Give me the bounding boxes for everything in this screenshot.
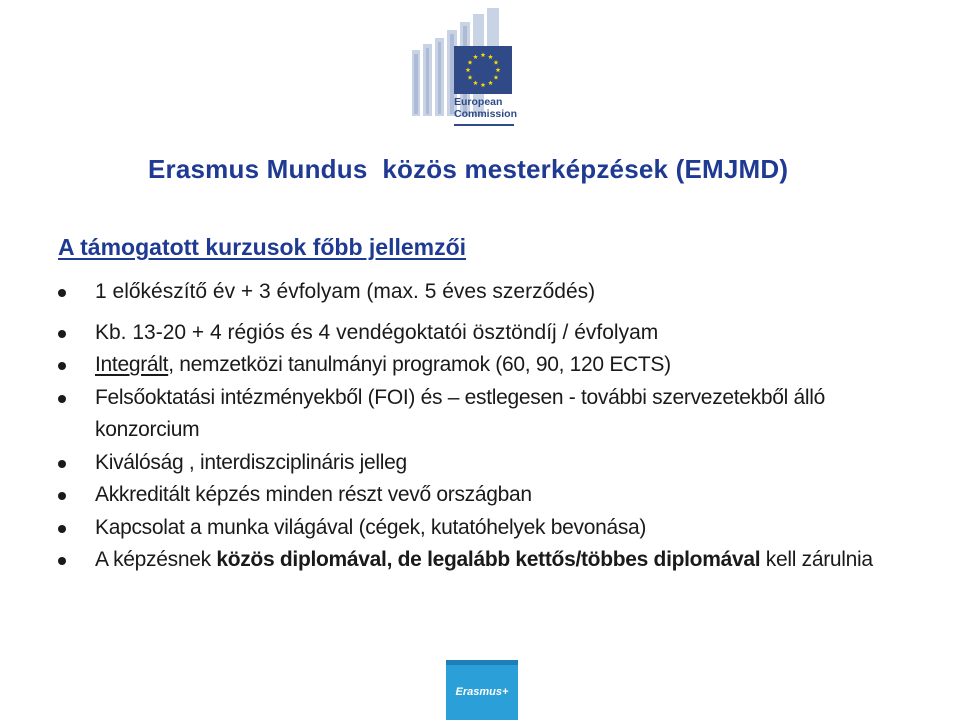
bullet-text: Akkreditált képzés minden részt vevő országban (95, 483, 532, 506)
bullet-text: Kb. 13-20 + 4 régiós és 4 vendégoktatói ösztöndíj / évfolyam (95, 320, 659, 344)
bullet-icon (58, 557, 66, 565)
bullet-underlined-text: Integrált (95, 353, 169, 376)
bullet-icon (58, 492, 66, 500)
list-item (58, 349, 918, 382)
bullet-list (58, 276, 918, 577)
bullet-icon (58, 395, 66, 403)
bullet-text: , nemzetközi tanulmányi programok (60, 90, 120 ECTS) (168, 353, 671, 376)
org-name-line1: European (454, 96, 503, 108)
list-item (58, 479, 918, 512)
erasmus-plus-label: Erasmus+ (455, 686, 509, 698)
badge-band (446, 660, 518, 665)
bullet-text: Kapcsolat a munka világával (cégek, kutatóhelyek bevonása) (95, 515, 647, 539)
org-name-underline (454, 124, 514, 126)
list-item (58, 382, 918, 447)
bullet-icon (58, 525, 66, 533)
list-item (58, 276, 918, 309)
slide-subtitle: A támogatott kurzusok főbb jellemzői (58, 234, 467, 260)
bullet-text: A képzésnek (95, 548, 217, 571)
list-item (58, 317, 918, 350)
bullet-text: kell zárulnia (760, 548, 873, 571)
list-item (58, 544, 918, 577)
bullet-text: Felsőoktatási intézményekből (FOI) és – estlegesen - további szervezetekből álló konzorcium (95, 385, 826, 441)
list-item (58, 447, 918, 480)
bullet-icon (58, 460, 66, 468)
bullet-icon (58, 362, 66, 370)
org-name (454, 96, 517, 120)
bullet-icon (58, 289, 66, 297)
list-item (58, 512, 918, 545)
org-name-line2: Commission (454, 108, 518, 120)
bullet-icon (58, 330, 66, 338)
erasmus-plus-logo (446, 660, 518, 720)
bullet-text: Kiválóság , interdiszciplináris jelleg (95, 450, 407, 474)
bullet-bold-text: közös diplomával, de legalább kettős/többes diplomával (216, 548, 761, 571)
bullet-text: 1 előkészítő év + 3 évfolyam (max. 5 éves szerződés) (95, 280, 596, 303)
slide-title: Erasmus Mundus közös mesterképzések (EMJMD) (148, 154, 789, 184)
